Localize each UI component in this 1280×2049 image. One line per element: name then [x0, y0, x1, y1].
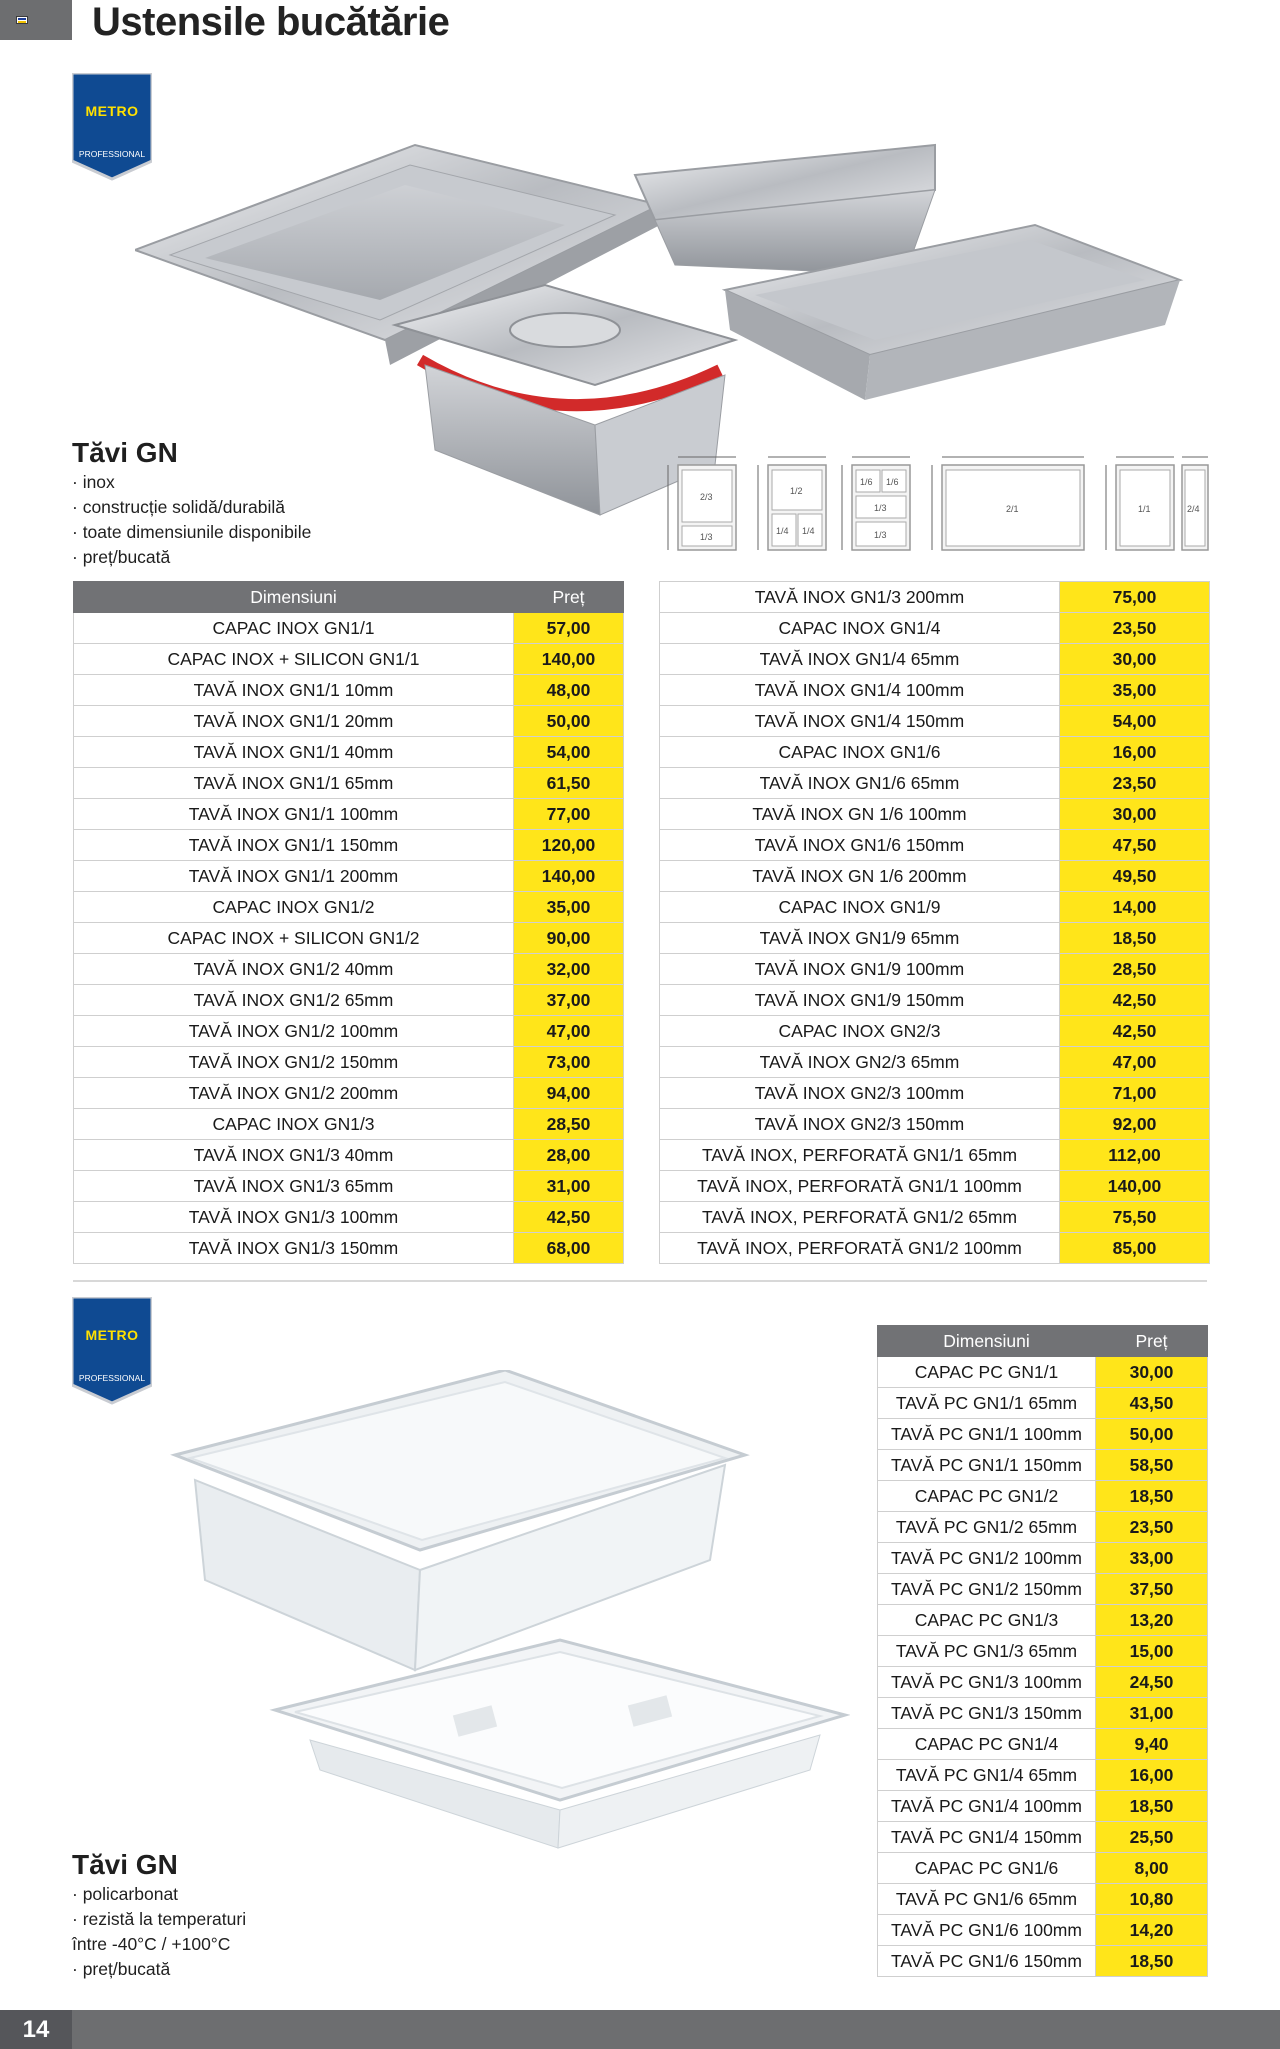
inox-price-table-right: [659, 581, 1210, 1264]
product-title: Tăvi GN: [72, 437, 178, 468]
table-row: [878, 1636, 1208, 1667]
section-divider: [73, 1280, 1207, 1282]
table-row: [74, 644, 624, 675]
price-cell: 31,00: [1096, 1698, 1208, 1729]
feature-item: · construcție solidă/durabilă: [72, 497, 286, 517]
dimension-cell: TAVĂ INOX GN1/3 150mm: [74, 1233, 514, 1264]
price-cell: 57,00: [514, 613, 624, 644]
table-row: [660, 1202, 1210, 1233]
table-row: [660, 1078, 1210, 1109]
table-row: [660, 892, 1210, 923]
table-row: [74, 861, 624, 892]
price-cell: 30,00: [1060, 644, 1210, 675]
price-cell: 112,00: [1060, 1140, 1210, 1171]
price-cell: 28,00: [514, 1140, 624, 1171]
table-row: [878, 1915, 1208, 1946]
table-row: [878, 1574, 1208, 1605]
price-cell: 30,00: [1060, 799, 1210, 830]
table-row: [660, 675, 1210, 706]
table-row: [660, 737, 1210, 768]
dimension-cell: CAPAC INOX GN2/3: [660, 1016, 1060, 1047]
dimension-cell: TAVĂ INOX GN1/2 40mm: [74, 954, 514, 985]
price-cell: 50,00: [1096, 1419, 1208, 1450]
diagram-label: 1/6: [860, 477, 873, 487]
table-row: [74, 799, 624, 830]
diagram-label: 2/1: [1006, 504, 1019, 514]
dimension-cell: TAVĂ PC GN1/1 150mm: [878, 1450, 1096, 1481]
gn-size-diagram: [660, 450, 1210, 560]
price-cell: 140,00: [514, 861, 624, 892]
table-row: [878, 1543, 1208, 1574]
metro-professional-logo: [72, 1297, 152, 1405]
price-cell: 50,00: [514, 706, 624, 737]
dimension-cell: TAVĂ INOX GN1/1 20mm: [74, 706, 514, 737]
price-cell: 85,00: [1060, 1233, 1210, 1264]
dimension-cell: TAVĂ INOX GN1/3 40mm: [74, 1140, 514, 1171]
dimension-cell: CAPAC PC GN1/6: [878, 1853, 1096, 1884]
price-cell: 18,50: [1096, 1791, 1208, 1822]
dimension-cell: TAVĂ PC GN1/1 65mm: [878, 1388, 1096, 1419]
dimension-cell: TAVĂ PC GN1/4 150mm: [878, 1822, 1096, 1853]
dimension-cell: TAVĂ PC GN1/4 65mm: [878, 1760, 1096, 1791]
price-cell: 48,00: [514, 675, 624, 706]
dimension-cell: TAVĂ INOX GN1/6 65mm: [660, 768, 1060, 799]
feature-item: · rezistă la temperaturi: [72, 1909, 247, 1929]
feature-item: · toate dimensiunile disponibile: [72, 522, 312, 542]
dimension-cell: TAVĂ INOX GN1/1 65mm: [74, 768, 514, 799]
price-cell: 37,50: [1096, 1574, 1208, 1605]
price-cell: 9,40: [1096, 1729, 1208, 1760]
price-cell: 54,00: [1060, 706, 1210, 737]
price-cell: 71,00: [1060, 1078, 1210, 1109]
price-cell: 43,50: [1096, 1388, 1208, 1419]
column-header-price: Preț: [514, 582, 624, 613]
dimension-cell: CAPAC INOX GN1/3: [74, 1109, 514, 1140]
price-cell: 18,50: [1096, 1946, 1208, 1977]
table-row: [878, 1822, 1208, 1853]
price-cell: 140,00: [514, 644, 624, 675]
table-row: [878, 1605, 1208, 1636]
price-cell: 28,50: [514, 1109, 624, 1140]
price-cell: 24,50: [1096, 1667, 1208, 1698]
diagram-label: 1/4: [776, 526, 789, 536]
table-row: [660, 1047, 1210, 1078]
table-row: [74, 923, 624, 954]
diagram-label: 1/3: [874, 503, 887, 513]
table-row: [878, 1853, 1208, 1884]
header-bar: [0, 0, 72, 40]
dimension-cell: TAVĂ INOX, PERFORATĂ GN1/1 65mm: [660, 1140, 1060, 1171]
dimension-cell: TAVĂ INOX GN1/2 200mm: [74, 1078, 514, 1109]
dimension-cell: TAVĂ INOX GN1/2 65mm: [74, 985, 514, 1016]
price-cell: 68,00: [514, 1233, 624, 1264]
table-row: [878, 1357, 1208, 1388]
price-cell: 120,00: [514, 830, 624, 861]
price-cell: 92,00: [1060, 1109, 1210, 1140]
table-row: [660, 1016, 1210, 1047]
table-row: [878, 1729, 1208, 1760]
table-row: [878, 1760, 1208, 1791]
diagram-label: 1/6: [886, 477, 899, 487]
pc-product-description: [72, 1848, 246, 1982]
table-row: [74, 1047, 624, 1078]
price-cell: 77,00: [514, 799, 624, 830]
table-row: [74, 892, 624, 923]
dimension-cell: CAPAC PC GN1/4: [878, 1729, 1096, 1760]
dimension-cell: TAVĂ INOX GN 1/6 200mm: [660, 861, 1060, 892]
table-row: [74, 830, 624, 861]
diagram-label: 2/3: [700, 492, 713, 502]
metro-logo-text: METRO: [85, 103, 139, 119]
dimension-cell: TAVĂ INOX GN1/2 150mm: [74, 1047, 514, 1078]
table-row: [74, 768, 624, 799]
table-row: [878, 1946, 1208, 1977]
price-cell: 73,00: [514, 1047, 624, 1078]
dimension-cell: TAVĂ INOX GN1/1 100mm: [74, 799, 514, 830]
dimension-cell: TAVĂ INOX GN1/1 200mm: [74, 861, 514, 892]
price-cell: 94,00: [514, 1078, 624, 1109]
price-cell: 13,20: [1096, 1605, 1208, 1636]
dimension-cell: CAPAC INOX GN1/2: [74, 892, 514, 923]
dimension-cell: TAVĂ PC GN1/4 100mm: [878, 1791, 1096, 1822]
dimension-cell: TAVĂ INOX GN1/1 10mm: [74, 675, 514, 706]
product-title: Tăvi GN: [72, 1849, 178, 1880]
dimension-cell: TAVĂ PC GN1/1 100mm: [878, 1419, 1096, 1450]
dimension-cell: TAVĂ INOX GN1/6 150mm: [660, 830, 1060, 861]
price-cell: 16,00: [1060, 737, 1210, 768]
table-row: [660, 799, 1210, 830]
table-row: [660, 1140, 1210, 1171]
feature-item: · preț/bucată: [72, 1959, 171, 1979]
dimension-cell: TAVĂ INOX GN1/3 100mm: [74, 1202, 514, 1233]
feature-item: · policarbonat: [72, 1884, 179, 1904]
dimension-cell: TAVĂ PC GN1/3 65mm: [878, 1636, 1096, 1667]
dimension-cell: TAVĂ PC GN1/2 100mm: [878, 1543, 1096, 1574]
price-cell: 18,50: [1096, 1481, 1208, 1512]
table-row: [74, 1202, 624, 1233]
dimension-cell: CAPAC INOX + SILICON GN1/1: [74, 644, 514, 675]
polycarbonate-trays-image: [170, 1370, 850, 1850]
dimension-cell: TAVĂ PC GN1/6 100mm: [878, 1915, 1096, 1946]
price-cell: 35,00: [514, 892, 624, 923]
table-row: [878, 1884, 1208, 1915]
price-cell: 23,50: [1060, 768, 1210, 799]
dimension-cell: TAVĂ INOX GN2/3 100mm: [660, 1078, 1060, 1109]
table-row: [74, 954, 624, 985]
dimension-cell: CAPAC INOX GN1/1: [74, 613, 514, 644]
price-cell: 61,50: [514, 768, 624, 799]
dimension-cell: TAVĂ INOX, PERFORATĂ GN1/1 100mm: [660, 1171, 1060, 1202]
table-row: [74, 1233, 624, 1264]
dimension-cell: TAVĂ INOX, PERFORATĂ GN1/2 65mm: [660, 1202, 1060, 1233]
price-cell: 8,00: [1096, 1853, 1208, 1884]
dimension-cell: CAPAC INOX GN1/9: [660, 892, 1060, 923]
price-cell: 75,00: [1060, 582, 1210, 613]
dimension-cell: CAPAC PC GN1/1: [878, 1357, 1096, 1388]
dimension-cell: TAVĂ INOX GN1/4 100mm: [660, 675, 1060, 706]
column-header-dimensions: Dimensiuni: [878, 1326, 1096, 1357]
price-cell: 14,00: [1060, 892, 1210, 923]
diagram-label: 1/2: [790, 486, 803, 496]
table-row: [74, 1109, 624, 1140]
table-row: [660, 706, 1210, 737]
price-cell: 58,50: [1096, 1450, 1208, 1481]
table-row: [878, 1512, 1208, 1543]
dimension-cell: TAVĂ INOX GN1/4 65mm: [660, 644, 1060, 675]
diagram-label: 1/4: [802, 526, 815, 536]
price-cell: 37,00: [514, 985, 624, 1016]
table-row: [660, 644, 1210, 675]
table-row: [878, 1388, 1208, 1419]
dimension-cell: TAVĂ INOX GN1/1 40mm: [74, 737, 514, 768]
table-row: [878, 1450, 1208, 1481]
price-cell: 75,50: [1060, 1202, 1210, 1233]
table-row: [660, 830, 1210, 861]
price-cell: 42,50: [1060, 1016, 1210, 1047]
metro-logo-text: METRO: [85, 1327, 139, 1343]
column-header-dimensions: Dimensiuni: [74, 582, 514, 613]
table-row: [74, 1140, 624, 1171]
dimension-cell: TAVĂ INOX GN 1/6 100mm: [660, 799, 1060, 830]
dimension-cell: TAVĂ PC GN1/6 65mm: [878, 1884, 1096, 1915]
table-row: [878, 1481, 1208, 1512]
dimension-cell: TAVĂ INOX GN1/3 200mm: [660, 582, 1060, 613]
price-cell: 15,00: [1096, 1636, 1208, 1667]
diagram-label: 1/1: [1138, 504, 1151, 514]
dimension-cell: TAVĂ INOX GN1/9 65mm: [660, 923, 1060, 954]
dimension-cell: CAPAC PC GN1/2: [878, 1481, 1096, 1512]
price-cell: 42,50: [1060, 985, 1210, 1016]
price-cell: 28,50: [1060, 954, 1210, 985]
dimension-cell: CAPAC INOX + SILICON GN1/2: [74, 923, 514, 954]
table-row: [878, 1698, 1208, 1729]
table-row: [74, 737, 624, 768]
price-cell: 47,00: [1060, 1047, 1210, 1078]
dimension-cell: CAPAC INOX GN1/4: [660, 613, 1060, 644]
table-row: [660, 954, 1210, 985]
table-row: [74, 1171, 624, 1202]
price-cell: 31,00: [514, 1171, 624, 1202]
dimension-cell: TAVĂ INOX GN1/2 100mm: [74, 1016, 514, 1047]
dimension-cell: TAVĂ PC GN1/2 65mm: [878, 1512, 1096, 1543]
price-cell: 16,00: [1096, 1760, 1208, 1791]
table-row: [74, 706, 624, 737]
price-cell: 140,00: [1060, 1171, 1210, 1202]
table-row: [660, 582, 1210, 613]
price-cell: 49,50: [1060, 861, 1210, 892]
price-cell: 33,00: [1096, 1543, 1208, 1574]
feature-list: [72, 470, 311, 570]
table-row: [660, 861, 1210, 892]
dimension-cell: TAVĂ INOX GN1/3 65mm: [74, 1171, 514, 1202]
table-row: [878, 1791, 1208, 1822]
dimension-cell: CAPAC PC GN1/3: [878, 1605, 1096, 1636]
page-number: 14: [0, 2010, 72, 2049]
dimension-cell: TAVĂ INOX GN2/3 150mm: [660, 1109, 1060, 1140]
price-cell: 30,00: [1096, 1357, 1208, 1388]
price-cell: 23,50: [1060, 613, 1210, 644]
price-cell: 18,50: [1060, 923, 1210, 954]
table-row: [878, 1419, 1208, 1450]
dimension-cell: TAVĂ PC GN1/2 150mm: [878, 1574, 1096, 1605]
footer-bar: [0, 2010, 1280, 2049]
price-cell: 54,00: [514, 737, 624, 768]
feature-item: între -40°C / +100°C: [72, 1934, 231, 1954]
price-cell: 32,00: [514, 954, 624, 985]
price-cell: 23,50: [1096, 1512, 1208, 1543]
table-row: [660, 985, 1210, 1016]
table-row: [660, 923, 1210, 954]
inox-product-description: [72, 436, 311, 570]
table-row: [878, 1667, 1208, 1698]
dimension-cell: TAVĂ PC GN1/6 150mm: [878, 1946, 1096, 1977]
flag-icon: [16, 16, 28, 24]
pc-price-table: [877, 1325, 1208, 1977]
page-title: Ustensile bucătărie: [92, 0, 450, 44]
price-cell: 14,20: [1096, 1915, 1208, 1946]
table-row: [74, 1078, 624, 1109]
table-row: [74, 675, 624, 706]
dimension-cell: TAVĂ INOX GN1/9 100mm: [660, 954, 1060, 985]
price-cell: 35,00: [1060, 675, 1210, 706]
price-cell: 90,00: [514, 923, 624, 954]
inox-price-table-left: [73, 581, 624, 1264]
price-cell: 42,50: [514, 1202, 624, 1233]
price-cell: 10,80: [1096, 1884, 1208, 1915]
table-row: [660, 1109, 1210, 1140]
table-row: [74, 1016, 624, 1047]
dimension-cell: TAVĂ INOX GN1/4 150mm: [660, 706, 1060, 737]
price-cell: 25,50: [1096, 1822, 1208, 1853]
diagram-label: 1/3: [700, 532, 713, 542]
table-row: [660, 1171, 1210, 1202]
dimension-cell: TAVĂ INOX, PERFORATĂ GN1/2 100mm: [660, 1233, 1060, 1264]
price-cell: 47,50: [1060, 830, 1210, 861]
metro-pro-text: PROFESSIONAL: [78, 1373, 146, 1383]
metro-pro-text: PROFESSIONAL: [78, 149, 146, 159]
dimension-cell: TAVĂ PC GN1/3 150mm: [878, 1698, 1096, 1729]
price-cell: 47,00: [514, 1016, 624, 1047]
table-row: [74, 613, 624, 644]
dimension-cell: TAVĂ INOX GN1/9 150mm: [660, 985, 1060, 1016]
feature-item: · inox: [72, 472, 115, 492]
dimension-cell: TAVĂ INOX GN1/1 150mm: [74, 830, 514, 861]
dimension-cell: TAVĂ PC GN1/3 100mm: [878, 1667, 1096, 1698]
table-row: [660, 613, 1210, 644]
feature-list: [72, 1882, 246, 1982]
table-row: [660, 768, 1210, 799]
diagram-label: 2/4: [1187, 504, 1200, 514]
dimension-cell: CAPAC INOX GN1/6: [660, 737, 1060, 768]
dimension-cell: TAVĂ INOX GN2/3 65mm: [660, 1047, 1060, 1078]
feature-item: · preț/bucată: [72, 547, 171, 567]
table-row: [74, 985, 624, 1016]
column-header-price: Preț: [1096, 1326, 1208, 1357]
table-row: [660, 1233, 1210, 1264]
diagram-label: 1/3: [874, 530, 887, 540]
